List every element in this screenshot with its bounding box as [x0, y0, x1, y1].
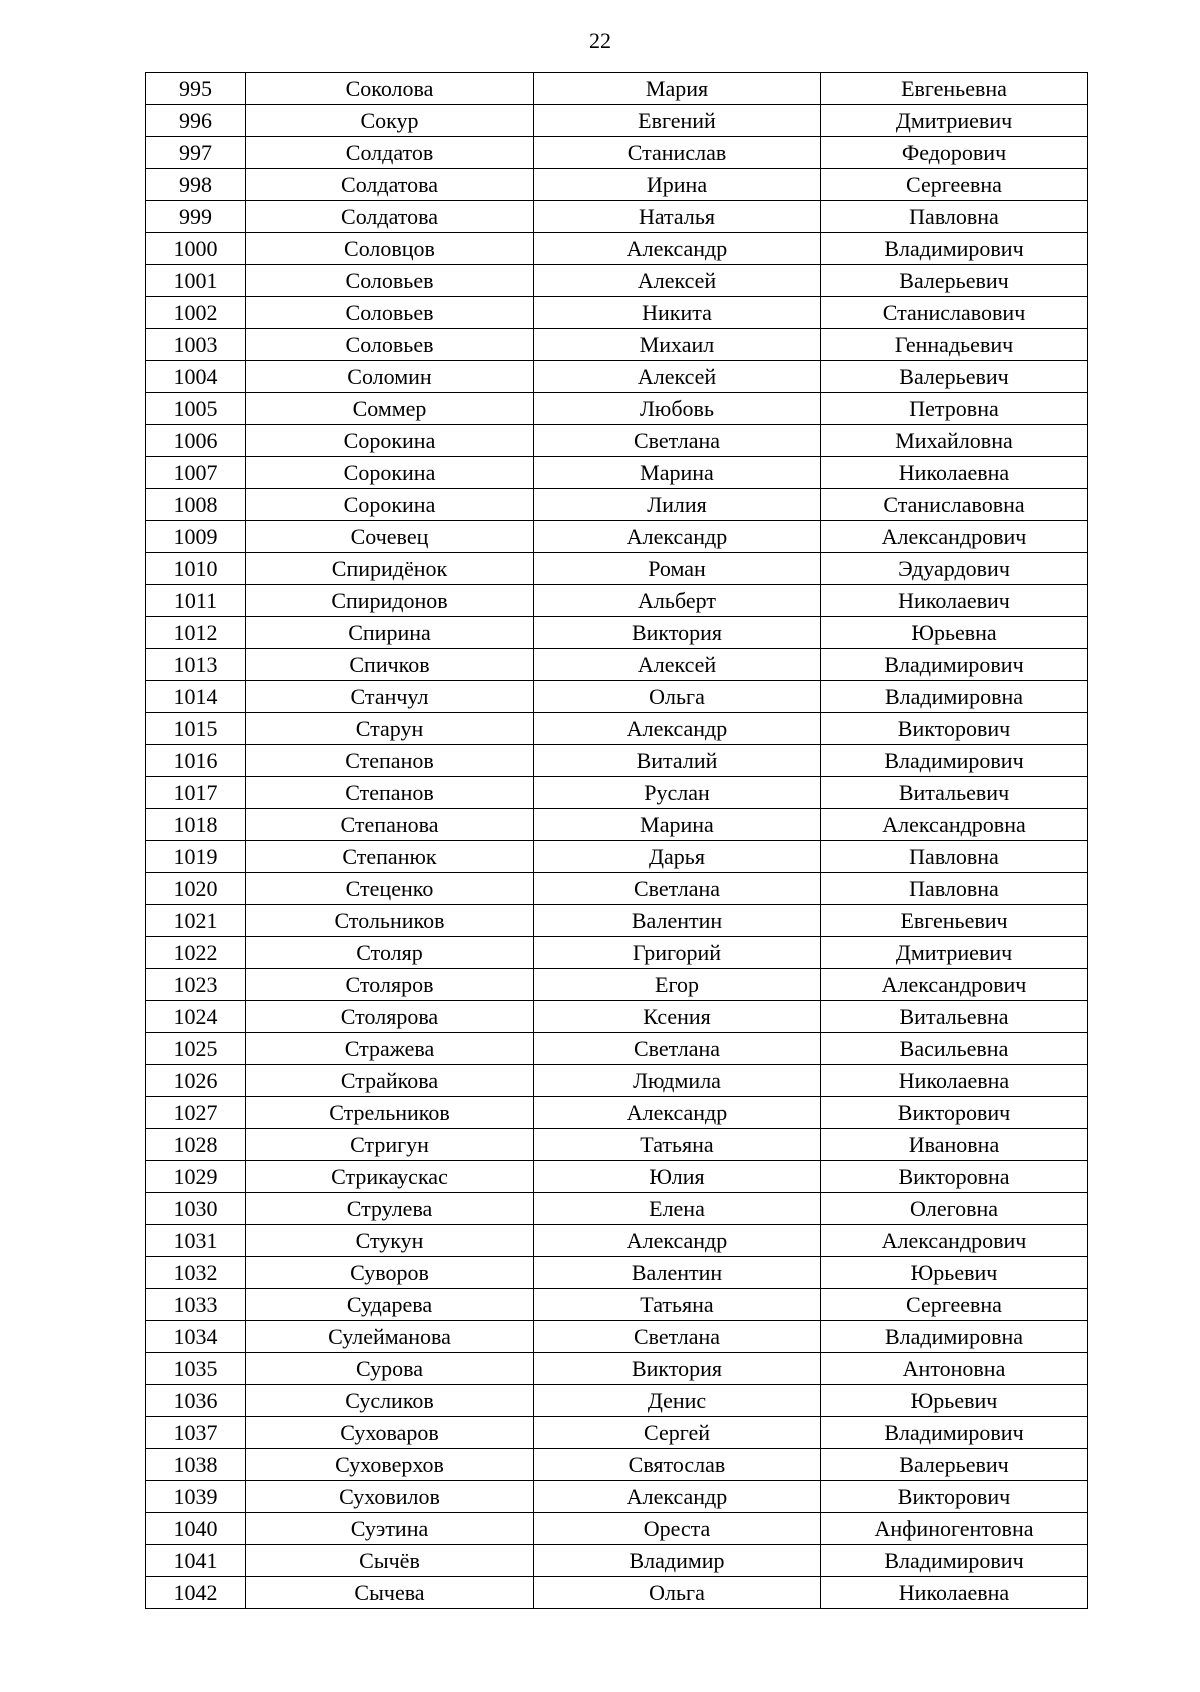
patronymic-cell: Юрьевна — [821, 617, 1088, 649]
patronymic-cell: Сергеевна — [821, 1289, 1088, 1321]
first-name-cell: Наталья — [534, 201, 821, 233]
first-name-cell: Валентин — [534, 1257, 821, 1289]
row-number-cell: 1004 — [146, 361, 246, 393]
table-row — [146, 137, 1088, 169]
last-name-cell: Струлева — [246, 1193, 534, 1225]
last-name-cell: Степанова — [246, 809, 534, 841]
last-name-cell: Суворов — [246, 1257, 534, 1289]
row-number-cell: 1029 — [146, 1161, 246, 1193]
last-name-cell: Солдатова — [246, 201, 534, 233]
patronymic-cell: Владимировна — [821, 1321, 1088, 1353]
row-number-cell: 997 — [146, 137, 246, 169]
row-number-cell: 1000 — [146, 233, 246, 265]
table-row — [146, 297, 1088, 329]
row-number-cell: 1017 — [146, 777, 246, 809]
row-number-cell: 1036 — [146, 1385, 246, 1417]
first-name-cell: Никита — [534, 297, 821, 329]
patronymic-cell: Валерьевич — [821, 1449, 1088, 1481]
first-name-cell: Станислав — [534, 137, 821, 169]
first-name-cell: Татьяна — [534, 1129, 821, 1161]
last-name-cell: Сычёв — [246, 1545, 534, 1577]
patronymic-cell: Дмитриевич — [821, 105, 1088, 137]
patronymic-cell: Эдуардович — [821, 553, 1088, 585]
patronymic-cell: Олеговна — [821, 1193, 1088, 1225]
first-name-cell: Ольга — [534, 681, 821, 713]
table-row — [146, 1545, 1088, 1577]
patronymic-cell: Федорович — [821, 137, 1088, 169]
first-name-cell: Валентин — [534, 905, 821, 937]
row-number-cell: 998 — [146, 169, 246, 201]
table-row — [146, 1129, 1088, 1161]
last-name-cell: Степанюк — [246, 841, 534, 873]
table-row — [146, 745, 1088, 777]
patronymic-cell: Викторович — [821, 1481, 1088, 1513]
last-name-cell: Соммер — [246, 393, 534, 425]
row-number-cell: 1014 — [146, 681, 246, 713]
first-name-cell: Денис — [534, 1385, 821, 1417]
table-row — [146, 1289, 1088, 1321]
first-name-cell: Евгений — [534, 105, 821, 137]
row-number-cell: 999 — [146, 201, 246, 233]
first-name-cell: Егор — [534, 969, 821, 1001]
first-name-cell: Дарья — [534, 841, 821, 873]
last-name-cell: Страйкова — [246, 1065, 534, 1097]
last-name-cell: Стеценко — [246, 873, 534, 905]
table-row — [146, 457, 1088, 489]
last-name-cell: Спирина — [246, 617, 534, 649]
patronymic-cell: Викторовна — [821, 1161, 1088, 1193]
row-number-cell: 1022 — [146, 937, 246, 969]
first-name-cell: Виктория — [534, 1353, 821, 1385]
last-name-cell: Стрельников — [246, 1097, 534, 1129]
patronymic-cell: Владимировна — [821, 681, 1088, 713]
row-number-cell: 1025 — [146, 1033, 246, 1065]
table-row — [146, 1417, 1088, 1449]
table-row — [146, 1097, 1088, 1129]
row-number-cell: 1028 — [146, 1129, 246, 1161]
row-number-cell: 1026 — [146, 1065, 246, 1097]
first-name-cell: Александр — [534, 713, 821, 745]
table-row — [146, 649, 1088, 681]
table-row — [146, 169, 1088, 201]
table-row — [146, 521, 1088, 553]
patronymic-cell: Ивановна — [821, 1129, 1088, 1161]
row-number-cell: 1037 — [146, 1417, 246, 1449]
row-number-cell: 1019 — [146, 841, 246, 873]
table-row — [146, 1513, 1088, 1545]
first-name-cell: Светлана — [534, 1033, 821, 1065]
last-name-cell: Суховаров — [246, 1417, 534, 1449]
row-number-cell: 1007 — [146, 457, 246, 489]
first-name-cell: Алексей — [534, 361, 821, 393]
last-name-cell: Сорокина — [246, 425, 534, 457]
row-number-cell: 1006 — [146, 425, 246, 457]
table-row — [146, 425, 1088, 457]
patronymic-cell: Витальевич — [821, 777, 1088, 809]
first-name-cell: Святослав — [534, 1449, 821, 1481]
patronymic-cell: Павловна — [821, 873, 1088, 905]
last-name-cell: Сурова — [246, 1353, 534, 1385]
table-row — [146, 841, 1088, 873]
table-row — [146, 937, 1088, 969]
last-name-cell: Солдатова — [246, 169, 534, 201]
last-name-cell: Спиридёнок — [246, 553, 534, 585]
patronymic-cell: Владимирович — [821, 233, 1088, 265]
last-name-cell: Сорокина — [246, 489, 534, 521]
table-row — [146, 617, 1088, 649]
patronymic-cell: Викторович — [821, 1097, 1088, 1129]
row-number-cell: 1031 — [146, 1225, 246, 1257]
last-name-cell: Соловьев — [246, 265, 534, 297]
last-name-cell: Сочевец — [246, 521, 534, 553]
patronymic-cell: Васильевна — [821, 1033, 1088, 1065]
table-row — [146, 1065, 1088, 1097]
last-name-cell: Стукун — [246, 1225, 534, 1257]
last-name-cell: Столяр — [246, 937, 534, 969]
row-number-cell: 1023 — [146, 969, 246, 1001]
row-number-cell: 1002 — [146, 297, 246, 329]
table-row — [146, 873, 1088, 905]
first-name-cell: Руслан — [534, 777, 821, 809]
table-row — [146, 1225, 1088, 1257]
row-number-cell: 1042 — [146, 1577, 246, 1609]
row-number-cell: 1009 — [146, 521, 246, 553]
last-name-cell: Сусликов — [246, 1385, 534, 1417]
patronymic-cell: Антоновна — [821, 1353, 1088, 1385]
patronymic-cell: Александрович — [821, 521, 1088, 553]
row-number-cell: 1039 — [146, 1481, 246, 1513]
patronymic-cell: Геннадьевич — [821, 329, 1088, 361]
last-name-cell: Старун — [246, 713, 534, 745]
table-row — [146, 393, 1088, 425]
first-name-cell: Юлия — [534, 1161, 821, 1193]
last-name-cell: Стригун — [246, 1129, 534, 1161]
table-row — [146, 489, 1088, 521]
last-name-cell: Стражева — [246, 1033, 534, 1065]
first-name-cell: Виктория — [534, 617, 821, 649]
row-number-cell: 1005 — [146, 393, 246, 425]
last-name-cell: Столяров — [246, 969, 534, 1001]
patronymic-cell: Евгеньевна — [821, 73, 1088, 105]
first-name-cell: Виталий — [534, 745, 821, 777]
table-row — [146, 777, 1088, 809]
last-name-cell: Суховерхов — [246, 1449, 534, 1481]
table-row — [146, 233, 1088, 265]
first-name-cell: Светлана — [534, 425, 821, 457]
patronymic-cell: Евгеньевич — [821, 905, 1088, 937]
first-name-cell: Ксения — [534, 1001, 821, 1033]
patronymic-cell: Юрьевич — [821, 1257, 1088, 1289]
row-number-cell: 1033 — [146, 1289, 246, 1321]
last-name-cell: Сударева — [246, 1289, 534, 1321]
table-row — [146, 73, 1088, 105]
row-number-cell: 1016 — [146, 745, 246, 777]
last-name-cell: Соловьев — [246, 297, 534, 329]
first-name-cell: Ореста — [534, 1513, 821, 1545]
first-name-cell: Александр — [534, 521, 821, 553]
row-number-cell: 1008 — [146, 489, 246, 521]
row-number-cell: 1001 — [146, 265, 246, 297]
table-row — [146, 1193, 1088, 1225]
page-number: 22 — [589, 28, 611, 53]
table-row — [146, 361, 1088, 393]
last-name-cell: Сорокина — [246, 457, 534, 489]
table-row — [146, 329, 1088, 361]
name-table — [145, 72, 1088, 1609]
first-name-cell: Алексей — [534, 649, 821, 681]
last-name-cell: Солдатов — [246, 137, 534, 169]
patronymic-cell: Владимирович — [821, 1417, 1088, 1449]
patronymic-cell: Станиславовна — [821, 489, 1088, 521]
first-name-cell: Михаил — [534, 329, 821, 361]
row-number-cell: 1024 — [146, 1001, 246, 1033]
table-row — [146, 585, 1088, 617]
table-row — [146, 1481, 1088, 1513]
patronymic-cell: Николаевна — [821, 1065, 1088, 1097]
last-name-cell: Соловьев — [246, 329, 534, 361]
row-number-cell: 1012 — [146, 617, 246, 649]
first-name-cell: Алексей — [534, 265, 821, 297]
row-number-cell: 1035 — [146, 1353, 246, 1385]
table-row — [146, 1257, 1088, 1289]
row-number-cell: 996 — [146, 105, 246, 137]
first-name-cell: Любовь — [534, 393, 821, 425]
table-row — [146, 809, 1088, 841]
row-number-cell: 1034 — [146, 1321, 246, 1353]
first-name-cell: Александр — [534, 233, 821, 265]
first-name-cell: Марина — [534, 457, 821, 489]
first-name-cell: Марина — [534, 809, 821, 841]
table-row — [146, 713, 1088, 745]
row-number-cell: 1027 — [146, 1097, 246, 1129]
patronymic-cell: Петровна — [821, 393, 1088, 425]
first-name-cell: Ирина — [534, 169, 821, 201]
patronymic-cell: Анфиногентовна — [821, 1513, 1088, 1545]
first-name-cell: Светлана — [534, 873, 821, 905]
patronymic-cell: Юрьевич — [821, 1385, 1088, 1417]
table-row — [146, 553, 1088, 585]
patronymic-cell: Владимирович — [821, 649, 1088, 681]
row-number-cell: 1021 — [146, 905, 246, 937]
table-row — [146, 1577, 1088, 1609]
first-name-cell: Роман — [534, 553, 821, 585]
table-row — [146, 969, 1088, 1001]
first-name-cell: Лилия — [534, 489, 821, 521]
first-name-cell: Альберт — [534, 585, 821, 617]
table-row — [146, 201, 1088, 233]
patronymic-cell: Михайловна — [821, 425, 1088, 457]
last-name-cell: Соломин — [246, 361, 534, 393]
first-name-cell: Александр — [534, 1481, 821, 1513]
patronymic-cell: Викторович — [821, 713, 1088, 745]
row-number-cell: 1013 — [146, 649, 246, 681]
last-name-cell: Станчул — [246, 681, 534, 713]
row-number-cell: 1020 — [146, 873, 246, 905]
row-number-cell: 1032 — [146, 1257, 246, 1289]
patronymic-cell: Павловна — [821, 841, 1088, 873]
first-name-cell: Мария — [534, 73, 821, 105]
last-name-cell: Суховилов — [246, 1481, 534, 1513]
row-number-cell: 1030 — [146, 1193, 246, 1225]
last-name-cell: Стольников — [246, 905, 534, 937]
last-name-cell: Соловцов — [246, 233, 534, 265]
row-number-cell: 1018 — [146, 809, 246, 841]
patronymic-cell: Валерьевич — [821, 361, 1088, 393]
patronymic-cell: Владимирович — [821, 1545, 1088, 1577]
first-name-cell: Александр — [534, 1225, 821, 1257]
first-name-cell: Сергей — [534, 1417, 821, 1449]
first-name-cell: Татьяна — [534, 1289, 821, 1321]
first-name-cell: Ольга — [534, 1577, 821, 1609]
row-number-cell: 1038 — [146, 1449, 246, 1481]
table-row — [146, 905, 1088, 937]
table-row — [146, 265, 1088, 297]
row-number-cell: 1011 — [146, 585, 246, 617]
last-name-cell: Степанов — [246, 745, 534, 777]
table-row — [146, 1321, 1088, 1353]
last-name-cell: Сулейманова — [246, 1321, 534, 1353]
first-name-cell: Людмила — [534, 1065, 821, 1097]
patronymic-cell: Витальевна — [821, 1001, 1088, 1033]
first-name-cell: Елена — [534, 1193, 821, 1225]
patronymic-cell: Павловна — [821, 201, 1088, 233]
first-name-cell: Владимир — [534, 1545, 821, 1577]
row-number-cell: 1010 — [146, 553, 246, 585]
last-name-cell: Сычева — [246, 1577, 534, 1609]
row-number-cell: 1003 — [146, 329, 246, 361]
last-name-cell: Спиридонов — [246, 585, 534, 617]
last-name-cell: Спичков — [246, 649, 534, 681]
patronymic-cell: Сергеевна — [821, 169, 1088, 201]
patronymic-cell: Александрович — [821, 969, 1088, 1001]
first-name-cell: Светлана — [534, 1321, 821, 1353]
table-row — [146, 1353, 1088, 1385]
table-row — [146, 1033, 1088, 1065]
first-name-cell: Александр — [534, 1097, 821, 1129]
patronymic-cell: Александрович — [821, 1225, 1088, 1257]
row-number-cell: 1040 — [146, 1513, 246, 1545]
row-number-cell: 1015 — [146, 713, 246, 745]
table-row — [146, 681, 1088, 713]
table-body — [146, 73, 1088, 1609]
table-row — [146, 105, 1088, 137]
table-row — [146, 1161, 1088, 1193]
last-name-cell: Стрикаускас — [246, 1161, 534, 1193]
patronymic-cell: Валерьевич — [821, 265, 1088, 297]
patronymic-cell: Александровна — [821, 809, 1088, 841]
patronymic-cell: Дмитриевич — [821, 937, 1088, 969]
last-name-cell: Столярова — [246, 1001, 534, 1033]
patronymic-cell: Станиславович — [821, 297, 1088, 329]
table-row — [146, 1001, 1088, 1033]
table-row — [146, 1449, 1088, 1481]
last-name-cell: Сокур — [246, 105, 534, 137]
patronymic-cell: Николаевна — [821, 1577, 1088, 1609]
row-number-cell: 1041 — [146, 1545, 246, 1577]
table-row — [146, 1385, 1088, 1417]
patronymic-cell: Владимирович — [821, 745, 1088, 777]
patronymic-cell: Николаевич — [821, 585, 1088, 617]
first-name-cell: Григорий — [534, 937, 821, 969]
last-name-cell: Соколова — [246, 73, 534, 105]
last-name-cell: Степанов — [246, 777, 534, 809]
patronymic-cell: Николаевна — [821, 457, 1088, 489]
row-number-cell: 995 — [146, 73, 246, 105]
last-name-cell: Суэтина — [246, 1513, 534, 1545]
